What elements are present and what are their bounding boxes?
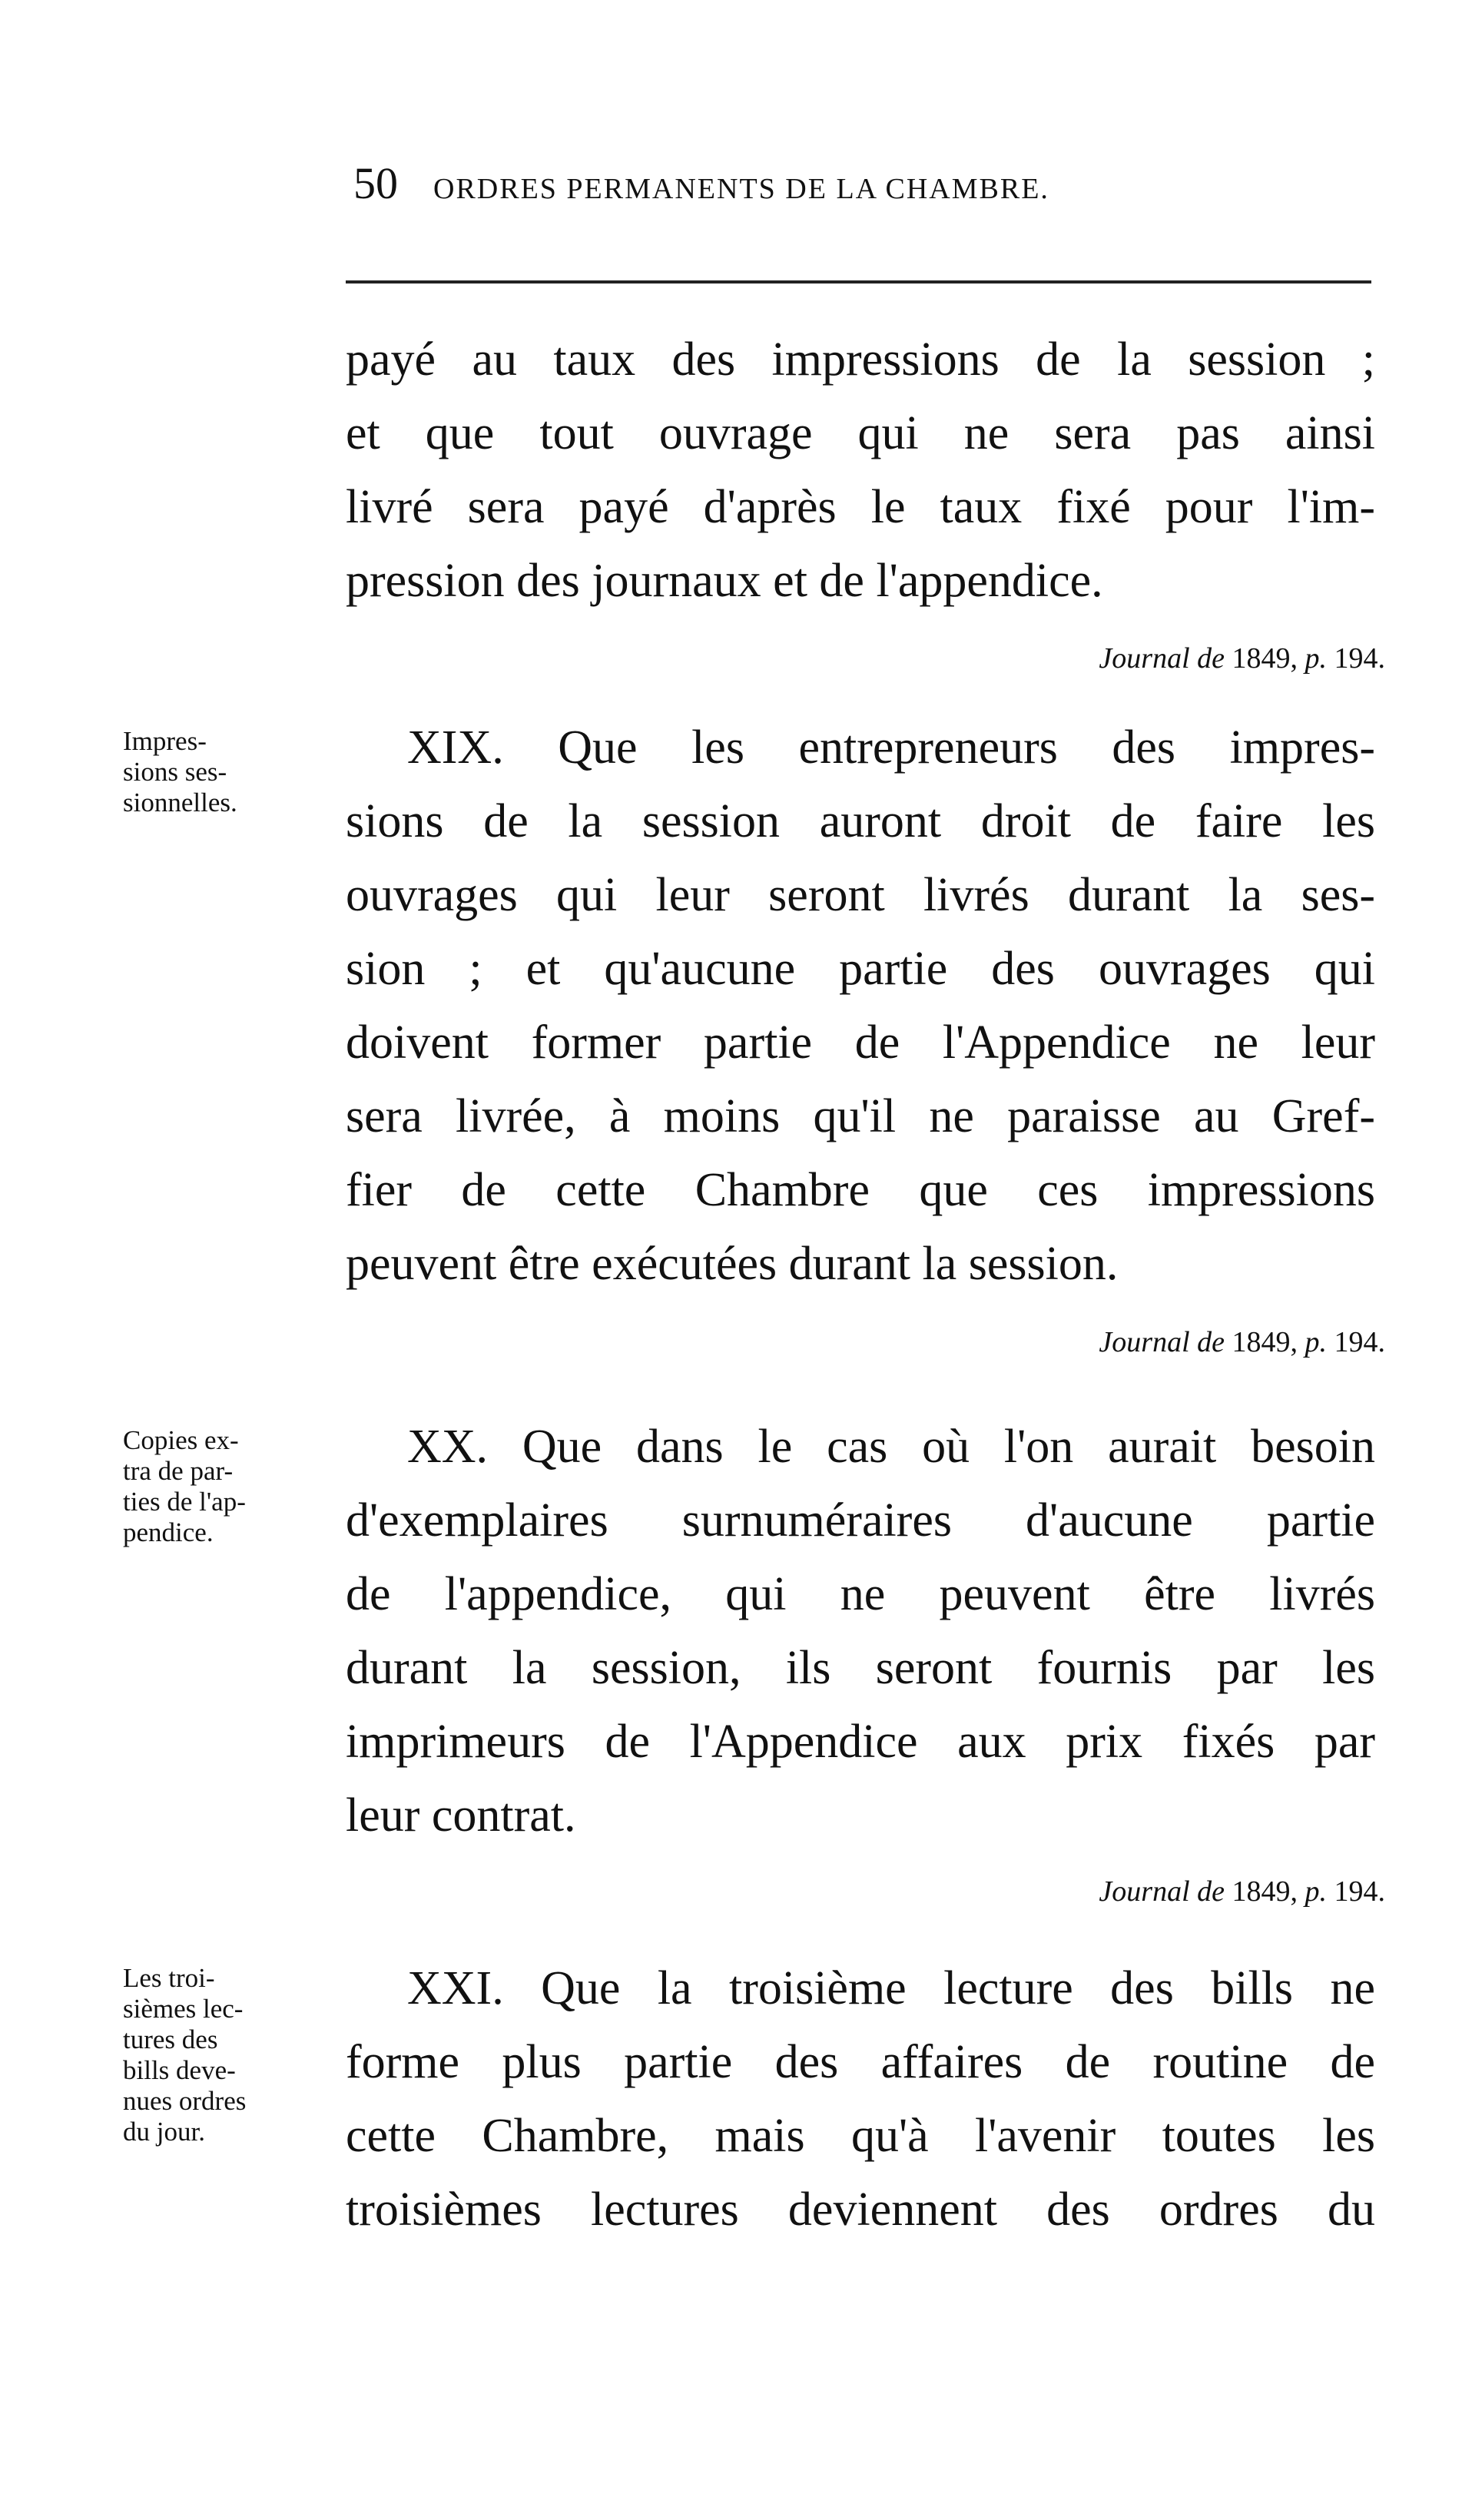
margin-note-line: sièmes lec- — [123, 1994, 244, 2024]
page-number: 50 — [353, 158, 398, 208]
margin-note-line: sions ses- — [123, 757, 227, 787]
citation-page: 194. — [1334, 1875, 1385, 1908]
citation-page: 194. — [1334, 1326, 1385, 1358]
journal-citation — [1099, 1325, 1385, 1359]
text-line: sera livrée, à moins qu'il ne paraisse au Gref- — [346, 1090, 1375, 1142]
margin-note-line: pendice. — [123, 1517, 214, 1547]
running-head: ORDRES PERMANENTS DE LA CHAMBRE. — [433, 173, 1049, 205]
citation-page-label: p. — [1305, 1875, 1327, 1908]
text-line: doivent former partie de l'Appendice ne leur — [346, 1016, 1375, 1069]
margin-note-line: nues ordres — [123, 2086, 247, 2116]
citation-year: 1849, — [1232, 1326, 1298, 1358]
text-line: et que tout ouvrage qui ne sera pas ainsi — [346, 407, 1375, 459]
journal-citation — [1099, 1875, 1385, 1908]
text-line: leur contrat. — [346, 1789, 576, 1842]
text-line: troisièmes lectures deviennent des ordres du — [346, 2183, 1375, 2236]
margin-note-line: sionnelles. — [123, 788, 237, 817]
margin-note-line: ties de l'ap- — [123, 1487, 246, 1517]
section-xix-paragraph — [346, 711, 1375, 1301]
header-rule — [346, 280, 1371, 284]
text-line: cette Chambre, mais qu'à l'avenir toutes les — [346, 2110, 1375, 2162]
margin-note-line: tures des — [123, 2024, 218, 2054]
text-line: de l'appendice, qui ne peuvent être livrés — [346, 1568, 1375, 1620]
text-line: fier de cette Chambre que ces impressions — [346, 1164, 1375, 1216]
section-xxi-paragraph — [346, 1951, 1375, 2246]
margin-note-line: Les troi- — [123, 1963, 215, 1993]
text-line: XIX. Que les entrepreneurs des impres- — [407, 721, 1375, 774]
text-line: XX. Que dans le cas où l'on aurait besoin — [407, 1421, 1375, 1473]
citation-year: 1849, — [1232, 642, 1298, 675]
text-line: ouvrages qui leur seront livrés durant la ses- — [346, 869, 1375, 921]
journal-citation — [1099, 642, 1385, 675]
citation-journal: Journal de — [1099, 1326, 1225, 1358]
section-xx-paragraph — [346, 1410, 1375, 1852]
citation-journal: Journal de — [1099, 642, 1225, 675]
margin-note-line: tra de par- — [123, 1456, 234, 1486]
margin-note-third-readings — [123, 1963, 330, 2147]
text-line: sions de la session auront droit de faire les — [346, 795, 1375, 847]
text-line: livré sera payé d'après le taux fixé pour l'im- — [346, 481, 1375, 533]
citation-journal: Journal de — [1099, 1875, 1225, 1908]
margin-note-copies-extra — [123, 1425, 330, 1548]
text-line: forme plus partie des affaires de routine de — [346, 2036, 1375, 2088]
citation-page: 194. — [1334, 642, 1385, 675]
margin-note-line: bills deve- — [123, 2055, 236, 2085]
page-header — [353, 158, 1375, 219]
citation-year: 1849, — [1232, 1875, 1298, 1908]
margin-note-line: Impres- — [123, 726, 207, 756]
text-line: XXI. Que la troisième lecture des bills ne — [407, 1962, 1375, 2014]
continuation-paragraph — [346, 323, 1375, 618]
text-line: peuvent être exécutées durant la session. — [346, 1238, 1119, 1290]
citation-page-label: p. — [1305, 1326, 1327, 1358]
text-line: imprimeurs de l'Appendice aux prix fixés par — [346, 1716, 1375, 1768]
text-line: durant la session, ils seront fournis par les — [346, 1642, 1375, 1694]
text-line: d'exemplaires surnuméraires d'aucune partie — [346, 1494, 1375, 1547]
text-line: payé au taux des impressions de la session ; — [346, 333, 1375, 386]
margin-note-line: Copies ex- — [123, 1425, 239, 1455]
text-line: sion ; et qu'aucune partie des ouvrages qui — [346, 943, 1375, 995]
margin-note-line: du jour. — [123, 2117, 205, 2147]
text-line: pression des journaux et de l'appendice. — [346, 555, 1103, 607]
margin-note-impressions — [123, 726, 330, 818]
citation-page-label: p. — [1305, 642, 1327, 675]
